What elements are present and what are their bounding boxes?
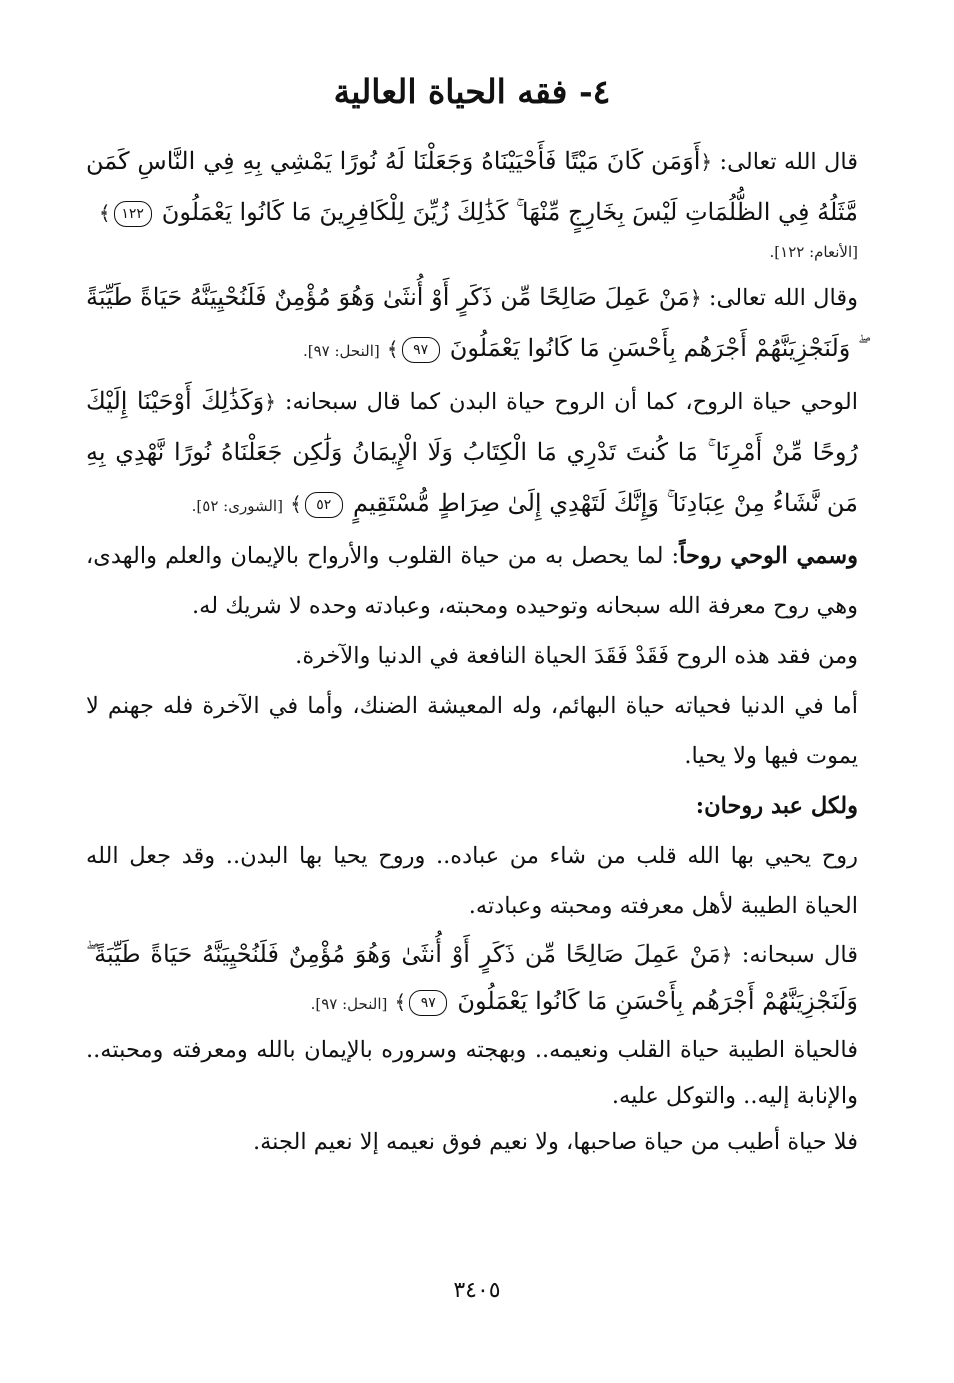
paragraph-8: [86, 931, 858, 1027]
ornament-open: ﴿: [264, 390, 276, 414]
ornament-open: ﴿: [700, 150, 713, 174]
verse-number: ٩٧: [402, 337, 440, 363]
paragraph-3: [86, 376, 858, 531]
ornament-open: ﴿: [720, 943, 733, 967]
paragraph-4: [86, 531, 858, 631]
citation: [النحل: ٩٧].: [302, 342, 380, 360]
verse-number: ١٢٢: [114, 201, 152, 227]
citation: [النحل: ٩٧].: [310, 995, 388, 1013]
intro-text: الوحي حياة الروح، كما أن الروح حياة البدن كما قال سبحانه:: [275, 389, 859, 415]
paragraph-5: ومن فقد هذه الروح فَقَدْ فَقَدَ الحياة النافعة في الدنيا والآخرة.: [295, 643, 858, 669]
quran-verse: مَنْ عَمِلَ صَالِحًا مِّن ذَكَرٍ أَوْ أُنثَىٰ وَهُوَ مُؤْمِنٌ فَلَنُحْيِيَنَّهُ حَيَاةً طَيِّبَةً ۖ وَلَنَجْزِيَنَّهُمْ أَجْرَهُم بِأَحْسَنِ مَا كَانُوا يَعْمَلُونَ: [86, 940, 858, 1015]
intro-text: قال سبحانه:: [732, 942, 858, 968]
paragraph-10: فلا حياة أطيب من حياة صاحبها، ولا نعيم فوق نعيمه إلا نعيم الجنة.: [252, 1129, 858, 1155]
ornament-close: ﴾: [290, 492, 302, 516]
paragraph-6: أما في الدنيا فحياته حياة البهائم، وله المعيشة الضنك، وأما في الآخرة فله جهنم لا يموت فيها ولا يحيا.: [86, 693, 858, 769]
citation: [الأنعام: ١٢٢].: [769, 243, 858, 261]
quran-verse: أَوَمَن كَانَ مَيْتًا فَأَحْيَيْنَاهُ وَجَعَلْنَا لَهُ نُورًا يَمْشِي بِهِ فِي النَّاسِ كَمَن مَّثَلُهُ فِي الظُّلُمَاتِ لَيْسَ بِخَارِجٍ مِّنْهَا ۚ كَذَٰلِكَ زُيِّنَ لِلْكَافِرِينَ مَا كَانُوا يَعْمَلُونَ: [86, 147, 858, 226]
page-content: [86, 62, 858, 1323]
ornament-open: ﴿: [689, 286, 702, 310]
verse-number: ٥٢: [305, 492, 343, 518]
citation: [الشورى: ٥٢].: [191, 497, 283, 515]
intro-text: وقال الله تعالى:: [701, 285, 859, 311]
quran-verse: مَنْ عَمِلَ صَالِحًا مِّن ذَكَرٍ أَوْ أُنثَىٰ وَهُوَ مُؤْمِنٌ فَلَنُحْيِيَنَّهُ حَيَاةً طَيِّبَةً ۖ وَلَنَجْزِيَنَّهُمْ أَجْرَهُم بِأَحْسَنِ مَا كَانُوا يَعْمَلُونَ: [86, 283, 858, 362]
intro-text: قال الله تعالى:: [712, 149, 859, 175]
ornament-close: ﴾: [386, 337, 399, 361]
paragraph-1: [86, 136, 858, 238]
chapter-title: ٤- فقه الحياة العالية: [333, 72, 611, 111]
ornament-close: ﴾: [394, 990, 407, 1014]
section-heading: ولكل عبد روحان:: [695, 793, 858, 819]
verse-number: ٩٧: [409, 990, 447, 1016]
page-number: ٣٤٠٥: [453, 1278, 501, 1303]
quran-verse: وَكَذَٰلِكَ أَوْحَيْنَا إِلَيْكَ رُوحًا مِّنْ أَمْرِنَا ۚ مَا كُنتَ تَدْرِي مَا الْكِتَابُ وَلَا الْإِيمَانُ وَلَٰكِن جَعَلْنَاهُ نُورًا نَّهْدِي بِهِ مَن نَّشَاءُ مِنْ عِبَادِنَا ۚ وَإِنَّكَ لَتَهْدِي إِلَىٰ صِرَاطٍ مُّسْتَقِيمٍ: [86, 387, 858, 517]
paragraph-text: : لما يحصل به من حياة القلوب والأرواح بالإيمان والعلم والهدى، وهي روح معرفة الله سبحانه وتوحيده ومحبته، وعبادته وحده لا شريك له.: [86, 543, 858, 619]
ornament-close: ﴾: [98, 201, 111, 225]
paragraph-7: روح يحيي بها الله قلب من شاء من عباده.. وروح يحيا بها البدن.. وقد جعل الله الحياة الطيبة لأهل معرفته ومحبته وعبادته.: [86, 843, 858, 919]
bold-term: وسمي الوحي روحاً: [679, 543, 858, 569]
paragraph-2: [86, 272, 858, 376]
paragraph-9: فالحياة الطيبة حياة القلب ونعيمه.. وبهجته وسروره بالإيمان بالله ومعرفته ومحبته.. والإنابة إليه.. والتوكل عليه.: [86, 1037, 858, 1109]
